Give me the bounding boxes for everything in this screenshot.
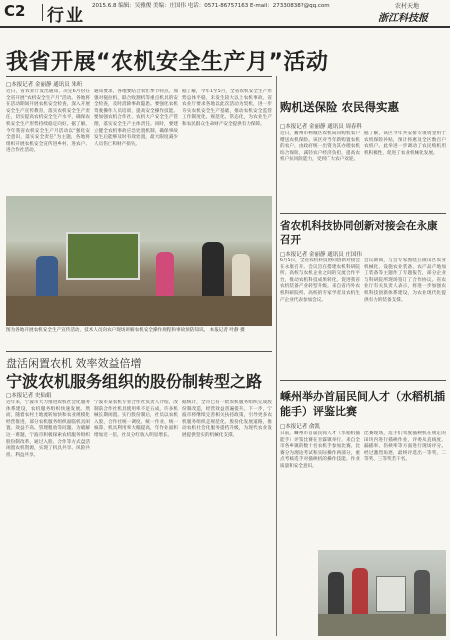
article-body-col: 通知要求，各地要结合农忙季节特点，加强对拖拉机、联合收割机等重点机具的安全检查，及时消除事故隐患。要强化农机驾驶操作人员培训，提高安全操作技能。要加强农机合作社、农机大户安全生产管理，落实安全生产主体责任。同时，要建立健全农机事故应急处置机制，确保事故发生后能够及时有效处置，最大限度减少人员伤亡和财产损失。 [94, 89, 178, 147]
article-body-col: 会议期间，与会专家围绕丘陵山区农业机械化、设施农业装备、农产品产地加工装备等主题作了专题报告，部分企业与科研院所现场签订了合作协议。省农业厅有关负责人表示，将进一步加强农机科技创新体系建设，为农业现代化提供有力的装备支撑。 [364, 258, 446, 303]
byline-shengzhou: □本报记者 俞凯 [280, 424, 320, 430]
page-header [0, 0, 450, 28]
headline-insurance: 购机送保险 农民得实惠 [280, 100, 400, 114]
photo-person [156, 252, 174, 300]
headline-ningbo: 宁波农机服务组织的股份制转型之路 [6, 372, 263, 391]
section-divider [42, 4, 43, 21]
divider [6, 76, 272, 77]
photo-machine [66, 232, 140, 280]
byline-ningbo: □本报记者 史仙娟 [6, 393, 52, 399]
headline-innovation: 省农机科技协同创新对接会在永康召开 [280, 220, 438, 246]
divider [280, 213, 446, 214]
photo-ground [6, 296, 272, 326]
section-code: C2 [4, 2, 26, 20]
column-divider [276, 76, 277, 636]
byline-innovation: □本报记者 金丽静 通讯员 庄国伟 [280, 252, 362, 258]
photo-competition [318, 550, 446, 636]
headline-shengzhou: 嵊州举办首届民间人才（水稻机插能手）评鉴比赛 [280, 390, 445, 418]
photo-person [352, 568, 368, 616]
photo-ground [318, 614, 446, 636]
article-body-col: 据统计，全市已有一批农机服务组织完成股份制改造，经营效益普遍提升。下一步，宁波市将继续完善相关扶持政策，引导更多农机服务组织走规范化、股份化发展道路，推动农机社会化服务提档升级，为现代农业发展提供坚实的机械化支撑。 [182, 400, 272, 438]
photo-machine [376, 576, 406, 612]
edition-meta: 2015.6.8 编辑：吴雅俊 美编：庄国伟 电话：0571-86757163 E-mail：27330838?@qq.com [92, 3, 330, 9]
paper-logo: 浙江科技报 [378, 13, 428, 24]
caption-text: 图为各地开展农机安全生产宣传活动，技术人员向农户现场讲解农机安全操作规程和事故预防知识。 [6, 328, 209, 333]
photo-person [414, 570, 430, 616]
headline-safety-month: 我省开展“农机安全生产月”活动 [6, 50, 329, 75]
photo-credit: 本报记者 叶静 摄 [209, 328, 245, 333]
article-body-col: 日前，嵊州市首届民间人才（水稻机插能手）评鉴比赛在甘霖镇举行，来自全市各乡镇的数十名农机手参加比赛。比赛分为理论考试和实际操作两部分，重点考核选手对插秧机的操作技能、作业质量和安全意识。 [280, 431, 360, 469]
article-body-col: 近日，衢州市柯城区农机局向购机农户赠送农机保险。该区对当年新购置农机的农户，由政府统一出资为其办理农机综合保险，减轻农户经济负担，提高农机户抗风险能力，受到广大农户欢迎。 [280, 131, 360, 163]
photo-person [36, 256, 58, 296]
divider [6, 351, 272, 352]
photo-caption [6, 328, 272, 348]
article-body-col: 据了解，今年1至5月，全省农机安全生产形势总体平稳，未发生较大以上农机事故。省农业厅要求各地以此次活动为契机，进一步夯实农机安全生产基础，推动农机安全监管工作制度化、规范化、常态化，为农业生产和农民群众生命财产安全提供有力保障。 [182, 89, 272, 127]
paper-tag: 农村天地 [395, 3, 420, 10]
article-body-col: 6月5日，全省农机科技协同创新对接会在永康召开。会议旨在搭建农机科研院所、高校与农机企业之间的交流合作平台，推动农机科技成果转化，促进我省农机装备产业转型升级。来自省内外农机科研院所、高校的专家学者及农机生产企业代表参加会议。 [280, 258, 360, 303]
byline-insurance: □本报记者 金丽静 通讯员 周春科 [280, 124, 362, 130]
byline-safety-month: □本报记者 金丽静 通讯员 朱昕 [6, 82, 83, 88]
divider [280, 380, 446, 381]
photo-person [328, 572, 344, 616]
article-body-col: 比赛现场，选手们驾驶插秧机在规定的田块内进行插秧作业，评委从直线度、漏插率、伤秧率等方面进行现场评分。经过激烈角逐，最终评选出一等奖、二等奖、三等奖若干名。 [364, 431, 446, 463]
article-body-col: 近日，省农业厅发出通知，决定6月份在全省开展“农机安全生产月”活动。各地将在活动期间开展农机安全检查，深入开展安全生产宣传教育，落实农机安全生产责任，切实提高农机安全生产水平，确保农机安全生产形势持续稳定向好。据了解，今年我省农机安全生产月活动以“强化安全意识，落实安全责任”为主题，各地将组织开展农机安全宣传进乡村、进农户、进合作社活动。 [6, 89, 90, 154]
article-body-col: 近年来，宁波市大力推进农机社会化服务体系建设，农机服务组织快速发展。然而，随着农村土地流转加快和农业规模化经营推进，部分农机服务组织面临机具闲置、效益不高、管理粗放等问题。为破解这一难题，宁波市积极探索农机服务组织股份制改革，通过入股、合作等方式盘活闲置农机资源，实现了机具共享、风险共担、利益共享。 [6, 400, 90, 458]
kicker: 盘活闲置农机 效率效益倍增 [6, 357, 142, 370]
article-body-col: 宁波市某农机专业合作社负责人介绍，改制前合作社机具使用率不足五成，许多机械长期闲置。实行股份制后，社员以农机入股，合作社统一调度、统一作业、统一核算，机具利用率大幅提高，年作业面积增加近一倍，社员分红收入明显增长。 [94, 400, 178, 438]
article-body-col: 据了解，该区今年共安排专项资金用于农机保险补贴，预计将惠及全区数百户农机户。此举进一步调动了农民购机用机积极性，促进了农业机械化发展。 [364, 131, 446, 156]
photo-machinery-demo [6, 196, 272, 326]
section-name: 行业 [47, 6, 85, 26]
